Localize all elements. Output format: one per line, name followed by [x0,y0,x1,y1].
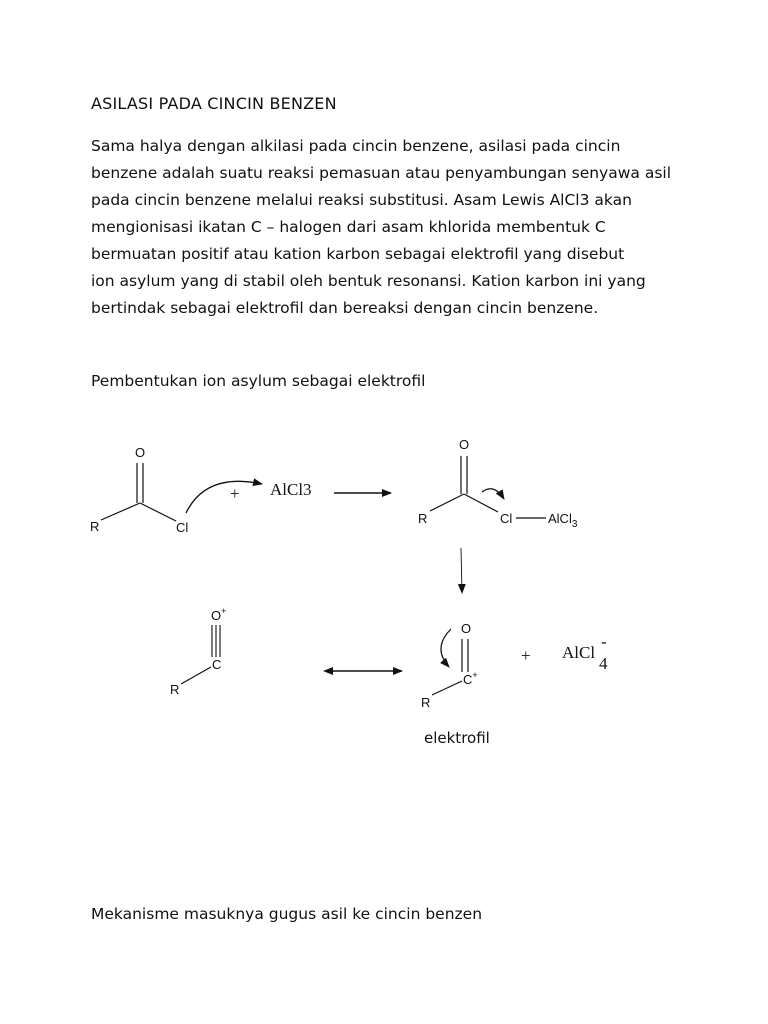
r-group-label: R [418,511,428,526]
paragraph-line: pada cincin benzene melalui reaksi substitusi. Asam Lewis AlCl3 akan [91,191,632,209]
section-title-electrophile-formation: Pembentukan ion asylum sebagai elektrofil [91,372,426,390]
carbon-label: C [212,657,222,672]
acyl-chloride-structure [90,445,188,535]
bond-line [181,667,211,684]
oxygen-label: O+ [211,606,227,623]
paragraph-line: Sama halya dengan alkilasi pada cincin benzene, asilasi pada cincin [91,137,621,155]
r-group-label: R [421,695,431,710]
bond-line [430,494,464,511]
oxonium-resonance-structure [170,606,226,697]
bond-line [464,494,498,512]
chlorine-label: Cl [176,520,189,535]
reagent-label: AlCl3 [270,480,312,499]
r-group-label: R [90,519,100,534]
paragraph-line: bertindak sebagai elektrofil dan bereaksi dengan cincin benzene. [91,299,599,317]
curved-arrow [441,629,451,667]
bond-line [101,503,140,520]
oxygen-label: O [461,621,472,636]
chlorine-label: Cl [500,511,513,526]
oxygen-label: O [459,437,470,452]
bond-line [432,681,462,695]
paragraph-line: ion asylum yang di stabil oleh bentuk resonansi. Kation karbon ini yang [91,272,646,290]
oxygen-label: O [135,445,146,460]
curved-arrow [186,481,262,513]
acyl-chloride-complex-structure [418,437,578,530]
charge-label: - [601,632,607,651]
acylium-ion-structure [421,621,478,710]
aluminum-chloride-label: AlCl$_3$ [548,511,578,530]
bond-line [140,503,176,521]
section-title-acyl-mechanism: Mekanisme masuknya gugus asil ke cincin benzen [91,905,483,923]
electrophile-caption: elektrofil [424,729,490,747]
carbon-label: C+ [463,670,478,687]
reaction-arrow-down [461,548,462,593]
document-heading: ASILASI PADA CINCIN BENZEN [91,94,337,113]
r-group-label: R [170,682,180,697]
curved-arrow [482,489,504,499]
paragraph-line: bermuatan positif atau kation karbon sebagai elektrofil yang disebut [91,245,625,263]
paragraph-line: benzene adalah suatu reaksi pemasuan atau penyambungan senyawa asil [91,164,672,182]
paragraph-line: mengionisasi ikatan C – halogen dari asam khlorida membentuk C [91,218,606,236]
tetrachloroaluminate-label: AlCl [562,643,596,662]
plus-sign: + [230,484,240,503]
plus-sign: + [521,646,531,665]
subscript-label: 4 [599,654,608,673]
